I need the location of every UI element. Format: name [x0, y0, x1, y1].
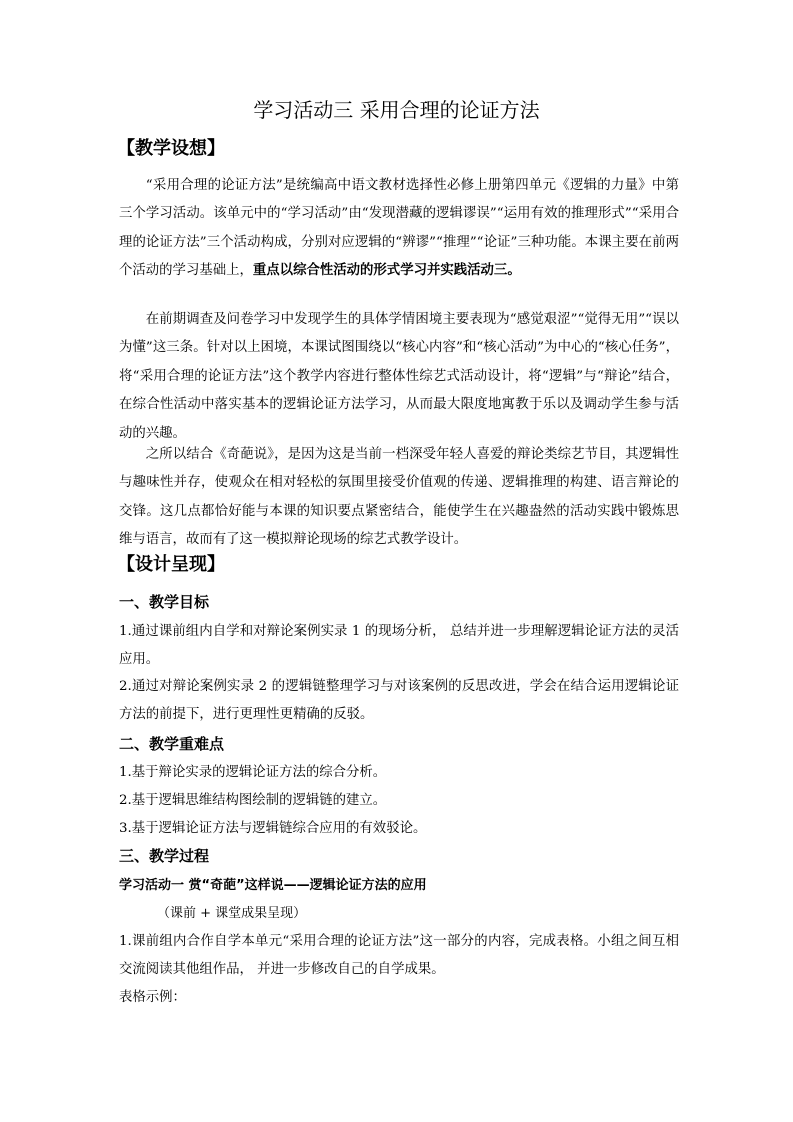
section-heading-design-show: 【设计呈现】: [117, 554, 225, 575]
table-example-label: 表格示例：: [119, 990, 186, 1005]
paragraph-design-idea-2: 在前期调查及问卷学习中发现学生的具体学情困境主要表现为“感觉艰涩”“觉得无用”“误以为懂”这三条。针对以上困境，本课试图围绕以“核心内容”和“核心活动”为中心的“核心任务”，将“采用合理的论证方法”这个教学内容进行整体性综艺式活动设计，将“逻辑”与“辩论”结合，在综合性活动中落实基本的逻辑论证方法学习，从而最大限度地寓教于乐以及调动学生参与活动的兴趣。: [119, 312, 679, 441]
goal-item-2: 2.通过对辩论案例实录 2 的逻辑链整理学习与对该案例的反思改进，学会在结合运用逻辑论证方法的前提下，进行更理性更精确的反驳。: [119, 679, 679, 723]
activity-1-title: 学习活动一 赏“奇葩”这样说——逻辑论证方法的应用: [119, 878, 427, 893]
paragraph-bold-text: 重点以综合性活动的形式学习并实践活动三。: [252, 263, 521, 279]
process-item-1: 1.课前组内合作自学本单元“采用合理的论证方法”这一部分的内容，完成表格。小组之间互相交流阅读其他组作品， 并进一步修改自己的自学成果。: [119, 934, 679, 978]
section-heading-design-idea: 【教学设想】: [117, 138, 225, 159]
activity-1-note: （课前 + 课堂成果呈现）: [157, 906, 307, 921]
goal-item-1: 1.通过课前组内自学和对辩论案例实录 1 的现场分析， 总结并进一步理解逻辑论证方法的灵活应用。: [119, 624, 679, 668]
heading-key-points: 二、教学重难点: [119, 735, 225, 753]
page-title: 学习活动三 采用合理的论证方法: [253, 98, 540, 122]
paragraph-design-idea-3: 之所以结合《奇葩说》，是因为这是当前一档深受年轻人喜爱的辩论类综艺节目，其逻辑性与趣味性并存，使观众在相对轻松的氛围里接受价值观的传递、逻辑推理的构建、语言辩论的交锋。这几点都恰好能与本课的知识要点紧密结合，能使学生在兴趣盎然的活动实践中锻炼思维与语言，故而有了这一模拟辩论现场的综艺式教学设计。: [119, 447, 679, 548]
keypoint-item-1: 1.基于辩论实录的逻辑论证方法的综合分析。: [119, 765, 387, 780]
heading-teaching-process: 三、教学过程: [119, 847, 210, 865]
keypoint-item-3: 3.基于逻辑论证方法与逻辑链综合应用的有效驳论。: [119, 821, 427, 836]
keypoint-item-2: 2.基于逻辑思维结构图绘制的逻辑链的建立。: [119, 793, 387, 808]
paragraph-text: “采用合理的论证方法”是统编高中语文教材选择性必修上册第四单元《逻辑的力量》中第三个学习活动。该单元中的“学习活动”由“发现潜藏的逻辑谬误”“运用有效的推理形式”“采用合理的论证方法”三个活动构成，分别对应逻辑的“辨谬”“推理”“论证”三种功能。本课主要在前两个活动的学习基础上，: [119, 178, 679, 279]
heading-teaching-goals: 一、教学目标: [119, 593, 210, 611]
paragraph-design-idea-1: [119, 172, 679, 286]
